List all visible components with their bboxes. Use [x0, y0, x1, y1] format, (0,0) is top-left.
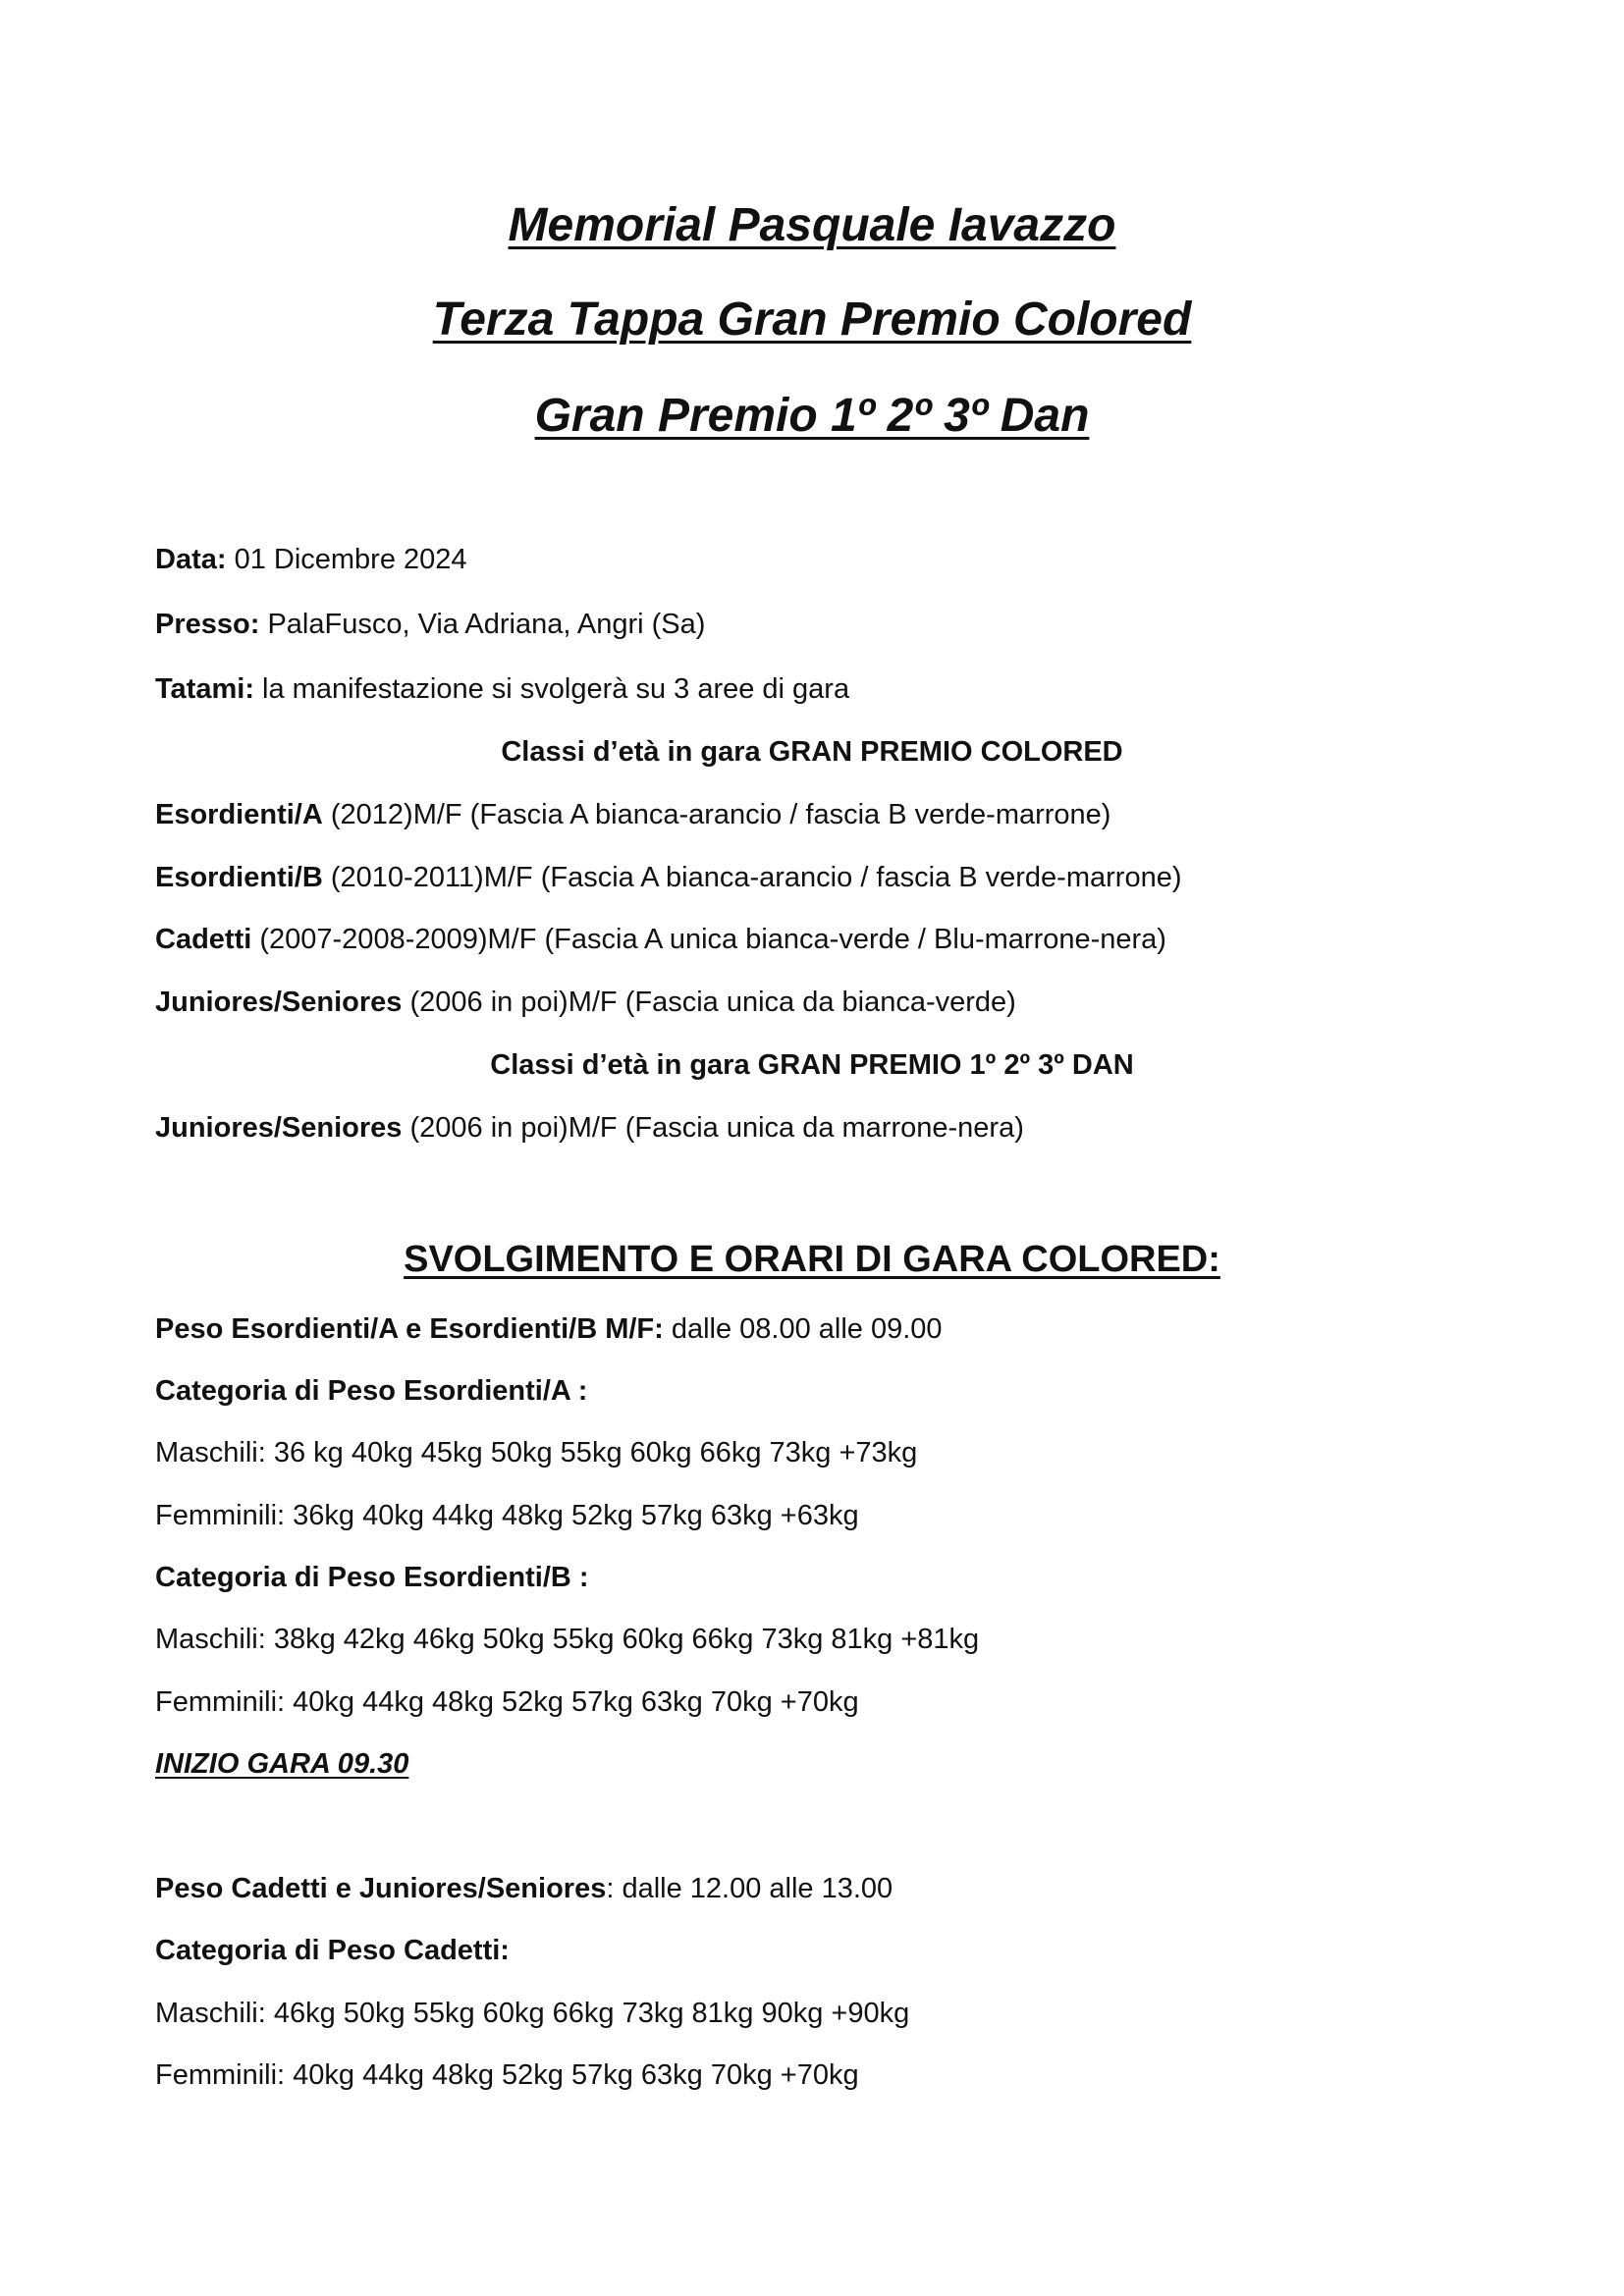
category-esordienti-b-heading: Categoria di Peso Esordienti/B : [155, 1562, 589, 1593]
info-data [155, 542, 467, 577]
info-tatami [155, 671, 849, 707]
weigh-cadetti [155, 1871, 893, 1906]
esordienti-b-female-weights: Femminili: 40kg 44kg 48kg 52kg 57kg 63kg 70kg +70kg [155, 1686, 859, 1718]
weigh-esordienti [155, 1311, 943, 1347]
info-presso [155, 607, 705, 642]
esordienti-b-male-weights: Maschili: 38kg 42kg 46kg 50kg 55kg 60kg 66kg 73kg 81kg +81kg [155, 1624, 980, 1655]
class-value: (2010-2011)M/F (Fascia A bianca-arancio / fascia B verde-marrone) [322, 862, 1182, 893]
class-label: Cadetti [155, 924, 252, 955]
esordienti-a-male-weights: Maschili: 36 kg 40kg 45kg 50kg 55kg 60kg 66kg 73kg +73kg [155, 1437, 918, 1468]
colored-class-row [155, 860, 1182, 895]
weigh-cadetti-label: Peso Cadetti e Juniores/Seniores [155, 1873, 607, 1904]
cadetti-male-weights: Maschili: 46kg 50kg 55kg 60kg 66kg 73kg 81kg 90kg +90kg [155, 1998, 910, 2029]
title-memorial: Memorial Pasquale Iavazzo [508, 199, 1116, 251]
class-label: Juniores/Seniores [155, 1112, 403, 1144]
weigh-esordienti-label: Peso Esordienti/A e Esordienti/B M/F: [155, 1313, 664, 1345]
class-value: (2006 in poi)M/F (Fascia unica da marrone-nera) [402, 1112, 1024, 1144]
info-data-label: Data: [155, 544, 227, 575]
start-time: INIZIO GARA 09.30 [155, 1748, 409, 1780]
weigh-esordienti-value: dalle 08.00 alle 09.00 [663, 1313, 943, 1345]
title-terza-tappa: Terza Tappa Gran Premio Colored [432, 294, 1192, 346]
class-value: (2006 in poi)M/F (Fascia unica da bianca-verde) [402, 987, 1016, 1018]
dan-class-row [155, 1110, 1024, 1146]
cadetti-female-weights: Femminili: 40kg 44kg 48kg 52kg 57kg 63kg 70kg +70kg [155, 2059, 859, 2091]
class-value: (2012)M/F (Fascia A bianca-arancio / fascia B verde-marrone) [322, 799, 1111, 830]
colored-class-row [155, 985, 1016, 1020]
colored-class-row [155, 922, 1166, 957]
info-presso-label: Presso: [155, 609, 260, 640]
esordienti-a-female-weights: Femminili: 36kg 40kg 44kg 48kg 52kg 57kg 63kg +63kg [155, 1500, 859, 1531]
info-tatami-value: la manifestazione si svolgerà su 3 aree di gara [253, 673, 850, 705]
weigh-cadetti-value: : dalle 12.00 alle 13.00 [606, 1873, 893, 1904]
colored-classes-heading: Classi d’età in gara GRAN PREMIO COLORED [501, 736, 1123, 768]
category-esordienti-a-heading: Categoria di Peso Esordienti/A : [155, 1375, 588, 1407]
info-data-value: 01 Dicembre 2024 [226, 544, 467, 575]
info-presso-value: PalaFusco, Via Adriana, Angri (Sa) [259, 609, 706, 640]
info-tatami-label: Tatami: [155, 673, 254, 705]
class-label: Juniores/Seniores [155, 987, 403, 1018]
title-gran-premio-dan: Gran Premio 1º 2º 3º Dan [534, 390, 1090, 442]
class-value: (2007-2008-2009)M/F (Fascia A unica bianca-verde / Blu-marrone-nera) [251, 924, 1166, 955]
class-label: Esordienti/A [155, 799, 323, 830]
colored-class-row [155, 797, 1110, 832]
category-cadetti-heading: Categoria di Peso Cadetti: [155, 1935, 510, 1966]
schedule-heading: SVOLGIMENTO E ORARI DI GARA COLORED: [404, 1239, 1220, 1280]
dan-classes-heading: Classi d’età in gara GRAN PREMIO 1º 2º 3º DAN [490, 1049, 1134, 1081]
class-label: Esordienti/B [155, 862, 323, 893]
